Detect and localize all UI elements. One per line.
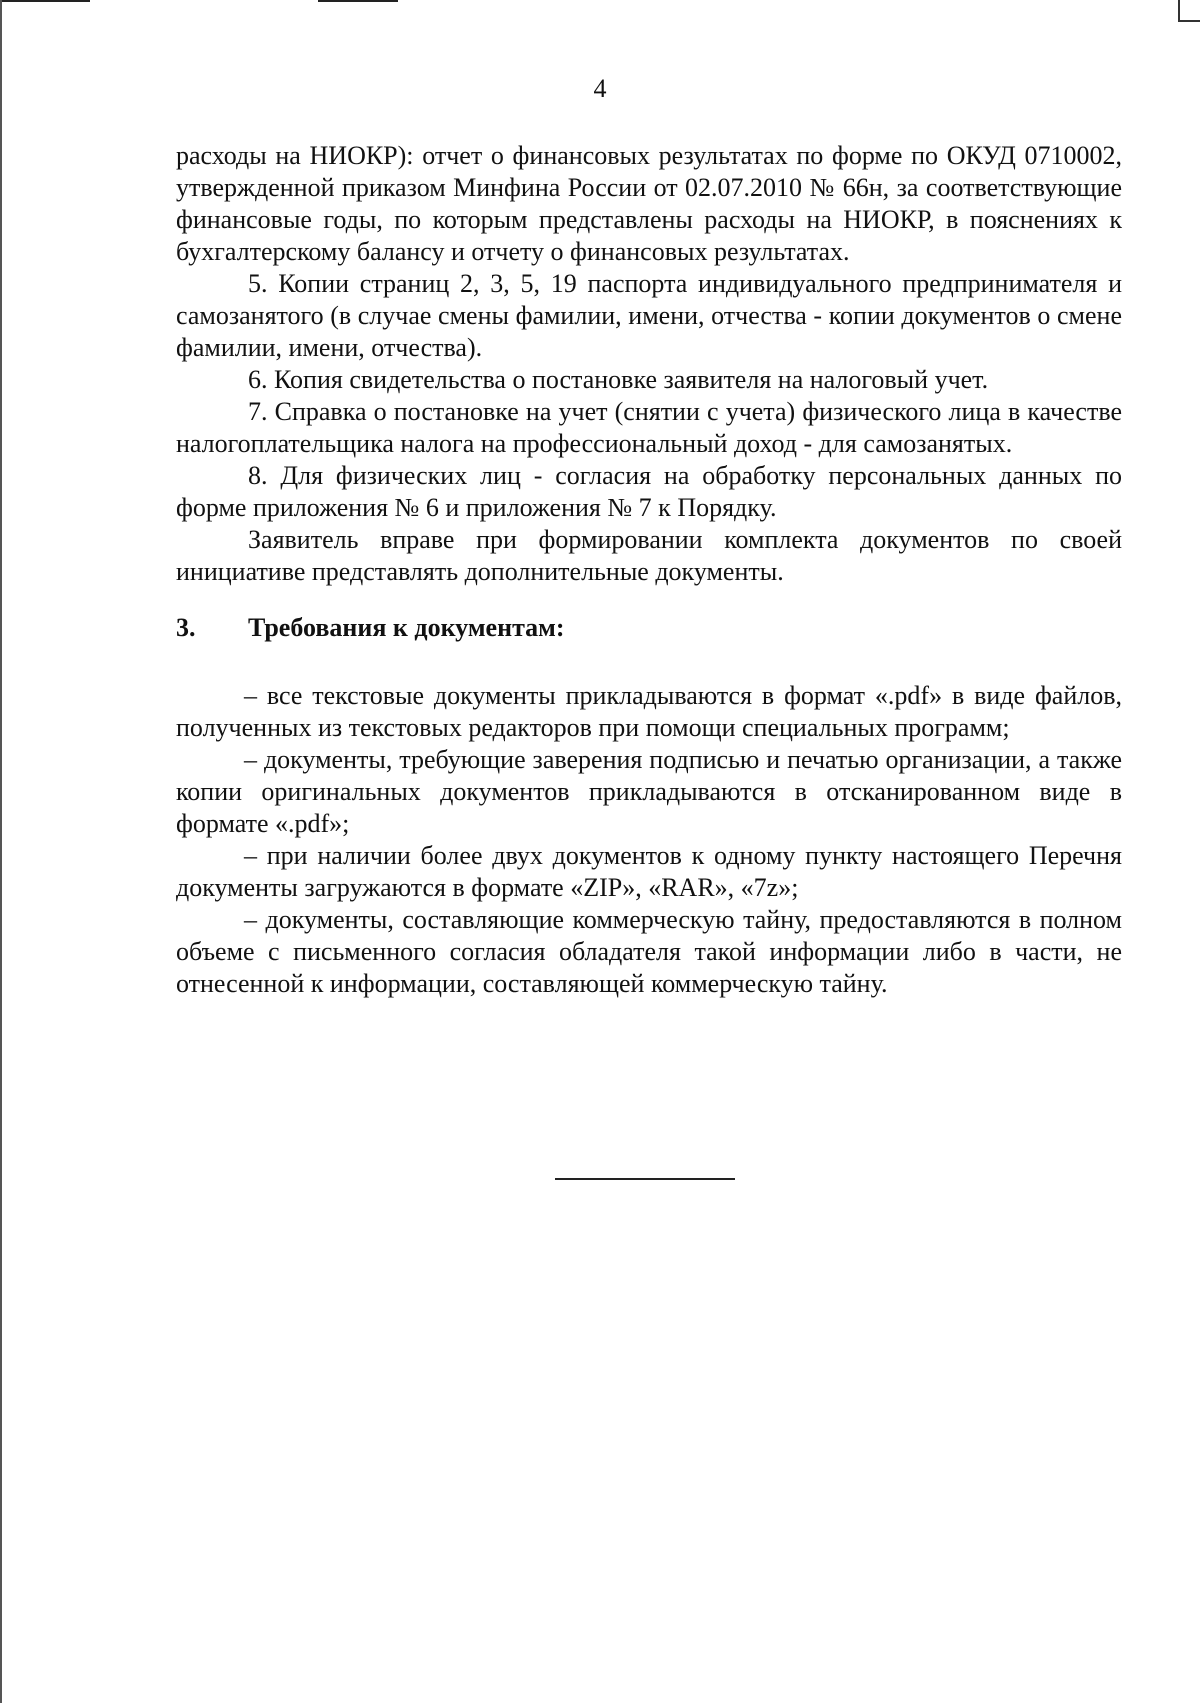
end-of-document-rule <box>555 1178 735 1180</box>
scan-edge-top-left <box>0 0 90 2</box>
scan-corner-mark <box>1178 0 1200 22</box>
section-heading <box>176 612 1122 644</box>
section-title: Требования к документам: <box>248 613 565 642</box>
paragraph-item-7: 7. Справка о постановке на учет (снятии с учета) физического лица в качестве налогоплательщика налога на профессиональный доход - для самозанятых. <box>176 397 1122 458</box>
requirement-scanned-copies: – документы, требующие заверения подписью и печатью организации, а также копии оригинальных документов прикладываются в отсканированном виде в формате «.pdf»; <box>176 745 1122 838</box>
document-body <box>176 140 1122 1000</box>
page-number: 4 <box>593 74 607 103</box>
paragraph-item-6: 6. Копия свидетельства о постановке заявителя на налоговый учет. <box>248 365 989 394</box>
paragraph-niokr-continuation: расходы на НИОКР): отчет о финансовых результатах по форме по ОКУД 0710002, утвержденной приказом Минфина России от 02.07.2010 № 66н, за соответствующие финансовые годы, по которым представлены расходы на НИОКР, в пояснениях к бухгалтерскому балансу и отчету о финансовых результатах. <box>176 141 1122 266</box>
scan-edge-left <box>0 0 2 1703</box>
scan-edge-top-middle <box>318 0 398 2</box>
requirement-archive-formats: – при наличии более двух документов к одному пункту настоящего Перечня документы загружаются в формате «ZIP», «RAR», «7z»; <box>176 841 1122 902</box>
requirement-pdf-text: – все текстовые документы прикладываются в формат «.pdf» в виде файлов, полученных из текстовых редакторов при помощи специальных программ; <box>176 681 1122 742</box>
paragraph-item-5: 5. Копии страниц 2, 3, 5, 19 паспорта индивидуального предпринимателя и самозанятого (в случае смены фамилии, имени, отчества - копии документов о смене фамилии, имени, отчества). <box>176 269 1122 362</box>
requirement-commercial-secret: – документы, составляющие коммерческую тайну, предоставляются в полном объеме с письменного согласия обладателя такой информации либо в части, не отнесенной к информации, составляющей коммерческую тайну. <box>176 905 1122 998</box>
paragraph-item-8: 8. Для физических лиц - согласия на обработку персональных данных по форме приложения № 6 и приложения № 7 к Порядку. <box>176 461 1122 522</box>
section-number: 3. <box>176 613 196 642</box>
paragraph-additional-documents: Заявитель вправе при формировании комплекта документов по своей инициативе представлять дополнительные документы. <box>176 525 1122 586</box>
